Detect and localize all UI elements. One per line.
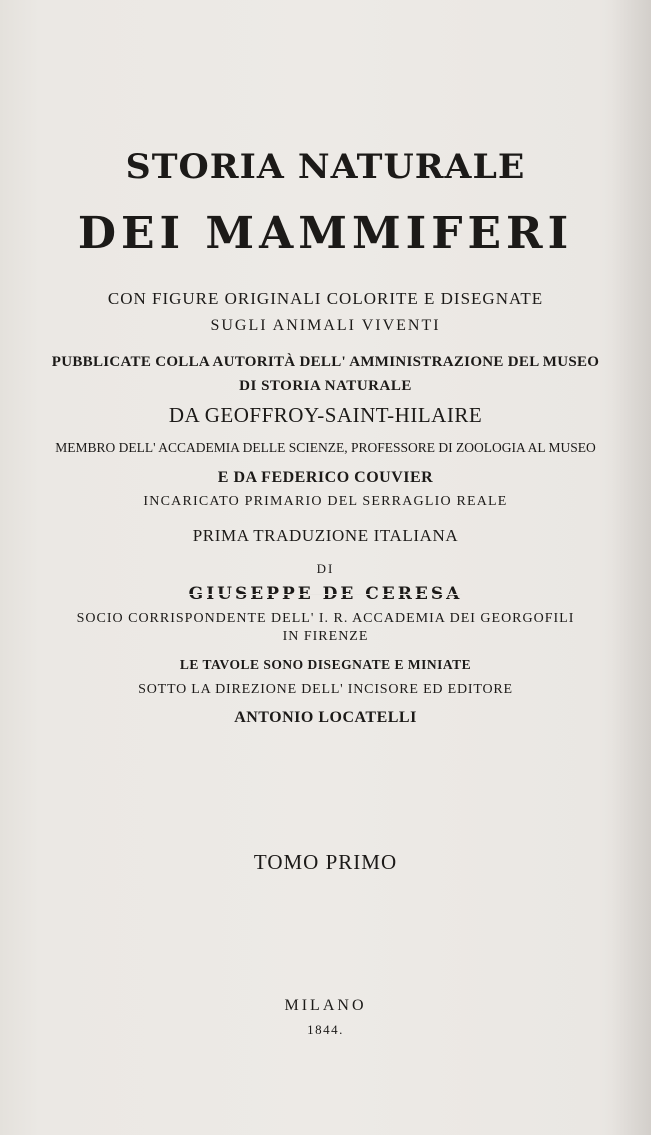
imprint-year: 1844. (307, 1022, 344, 1037)
translator-role-line-2: IN FIRENZE (282, 629, 369, 644)
imprint-city: MILANO (284, 997, 367, 1014)
plates-line-1: LE TAVOLE SONO DISEGNATE E MINIATE (179, 657, 472, 672)
translator-role-line-1: SOCIO CORRISPONDENTE DELL' I. R. ACCADEMIA DEI GEORGOFILI (76, 611, 575, 626)
by-word: DI (316, 561, 335, 576)
translator-name: GIUSEPPE DE CERESA (188, 584, 463, 604)
title-line-1: STORIA NATURALE (125, 147, 526, 187)
volume-label: TOMO PRIMO (253, 850, 398, 874)
author-1-role: MEMBRO DELL' ACCADEMIA DELLE SCIENZE, PROFESSORE DI ZOOLOGIA AL MUSEO (55, 440, 596, 455)
translation-note: PRIMA TRADUZIONE ITALIANA (192, 526, 459, 545)
editor-name: ANTONIO LOCATELLI (234, 709, 417, 726)
publication-line-1: PUBBLICATE COLLA AUTORITÀ DELL' AMMINISTRAZIONE DEL MUSEO (51, 354, 600, 370)
title-line-2: DEI MAMMIFERI (77, 208, 574, 259)
author-2: E DA FEDERICO COUVIER (217, 469, 434, 486)
subtitle-line-1: CON FIGURE ORIGINALI COLORITE E DISEGNATE (107, 289, 544, 308)
author-2-role: INCARICATO PRIMARIO DEL SERRAGLIO REALE (143, 494, 508, 509)
subtitle-line-2: SUGLI ANIMALI VIVENTI (210, 317, 441, 334)
author-1: DA GEOFFROY-SAINT-HILAIRE (168, 403, 483, 427)
plates-line-2: SOTTO LA DIREZIONE DELL' INCISORE ED EDITORE (138, 682, 513, 697)
publication-line-2: DI STORIA NATURALE (239, 378, 412, 394)
